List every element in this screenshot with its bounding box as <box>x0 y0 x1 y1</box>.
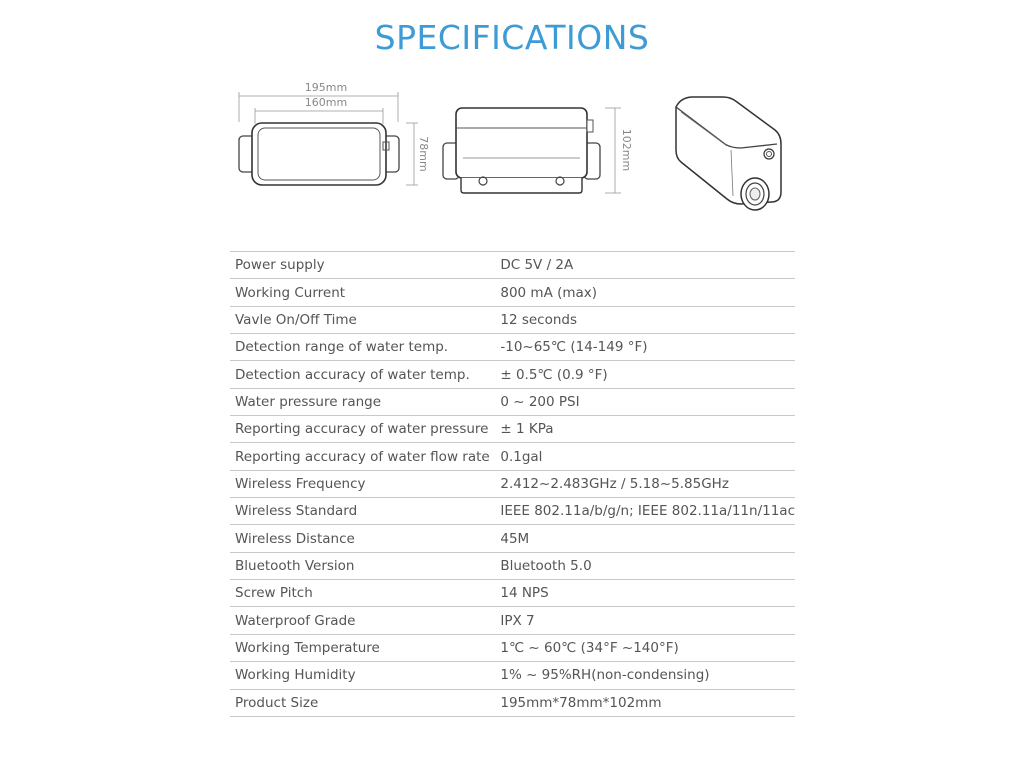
spec-row <box>230 334 795 361</box>
page-title: SPECIFICATIONS <box>374 18 650 57</box>
spec-value: IEEE 802.11a/b/g/n; IEEE 802.11a/11n/11ac <box>500 503 795 520</box>
spec-value: 12 seconds <box>500 311 578 328</box>
spec-label: Wireless Distance <box>235 530 355 547</box>
spec-value: 2.412~2.483GHz / 5.18~5.85GHz <box>500 475 729 492</box>
spec-row <box>230 306 795 333</box>
spec-label: Working Humidity <box>235 667 356 684</box>
spec-row <box>230 470 795 497</box>
spec-label: Working Temperature <box>235 639 380 656</box>
perspective-view-drawing <box>671 92 801 222</box>
spec-row <box>230 634 795 661</box>
spec-value: ± 0.5℃ (0.9 °F) <box>500 366 608 383</box>
spec-label: Waterproof Grade <box>235 612 356 629</box>
spec-label: Water pressure range <box>235 393 382 410</box>
spec-value: 195mm*78mm*102mm <box>500 694 662 711</box>
product-drawings <box>228 78 798 228</box>
spec-row <box>230 416 795 443</box>
spec-label: Screw Pitch <box>235 585 313 602</box>
spec-value: 1℃ ~ 60℃ (34°F ~140°F) <box>500 639 679 656</box>
spec-value: 0.1gal <box>500 448 543 465</box>
spec-label: Wireless Frequency <box>235 475 366 492</box>
spec-value: 0 ~ 200 PSI <box>500 393 580 410</box>
total-width-label: 195mm <box>304 81 348 94</box>
spec-row <box>230 689 795 716</box>
spec-value: DC 5V / 2A <box>500 257 574 274</box>
spec-row <box>230 662 795 689</box>
spec-label: Reporting accuracy of water flow rate <box>235 448 490 465</box>
spec-value: 45M <box>500 530 530 547</box>
spec-label: Wireless Standard <box>235 503 358 520</box>
spec-label: Product Size <box>235 694 319 711</box>
spec-row <box>230 252 795 279</box>
spec-label: Power supply <box>235 257 325 274</box>
spec-row <box>230 361 795 388</box>
spec-row <box>230 498 795 525</box>
spec-label: Reporting accuracy of water pressure <box>235 421 489 438</box>
side-view-drawing <box>443 98 643 223</box>
spec-row <box>230 552 795 579</box>
body-width-label: 160mm <box>304 96 348 109</box>
spec-row <box>230 607 795 634</box>
spec-label: Bluetooth Version <box>235 557 355 574</box>
spec-label: Detection range of water temp. <box>235 339 449 356</box>
spec-value: 14 NPS <box>500 585 549 602</box>
spec-label: Detection accuracy of water temp. <box>235 366 470 383</box>
spec-row <box>230 388 795 415</box>
spec-value: -10~65℃ (14-149 °F) <box>500 339 648 356</box>
spec-value: 1% ~ 95%RH(non-condensing) <box>500 667 710 684</box>
specifications-table <box>230 251 795 717</box>
spec-label: Vavle On/Off Time <box>235 311 357 328</box>
spec-row <box>230 580 795 607</box>
top-view-drawing <box>228 78 428 198</box>
spec-value: IPX 7 <box>500 612 535 629</box>
spec-value: ± 1 KPa <box>500 421 554 438</box>
spec-row <box>230 443 795 470</box>
spec-row <box>230 525 795 552</box>
spec-value: Bluetooth 5.0 <box>500 557 592 574</box>
depth-label: 78mm <box>417 136 430 172</box>
spec-row <box>230 279 795 306</box>
spec-label: Working Current <box>235 284 346 301</box>
height-label: 102mm <box>620 128 633 172</box>
spec-value: 800 mA (max) <box>500 284 598 301</box>
